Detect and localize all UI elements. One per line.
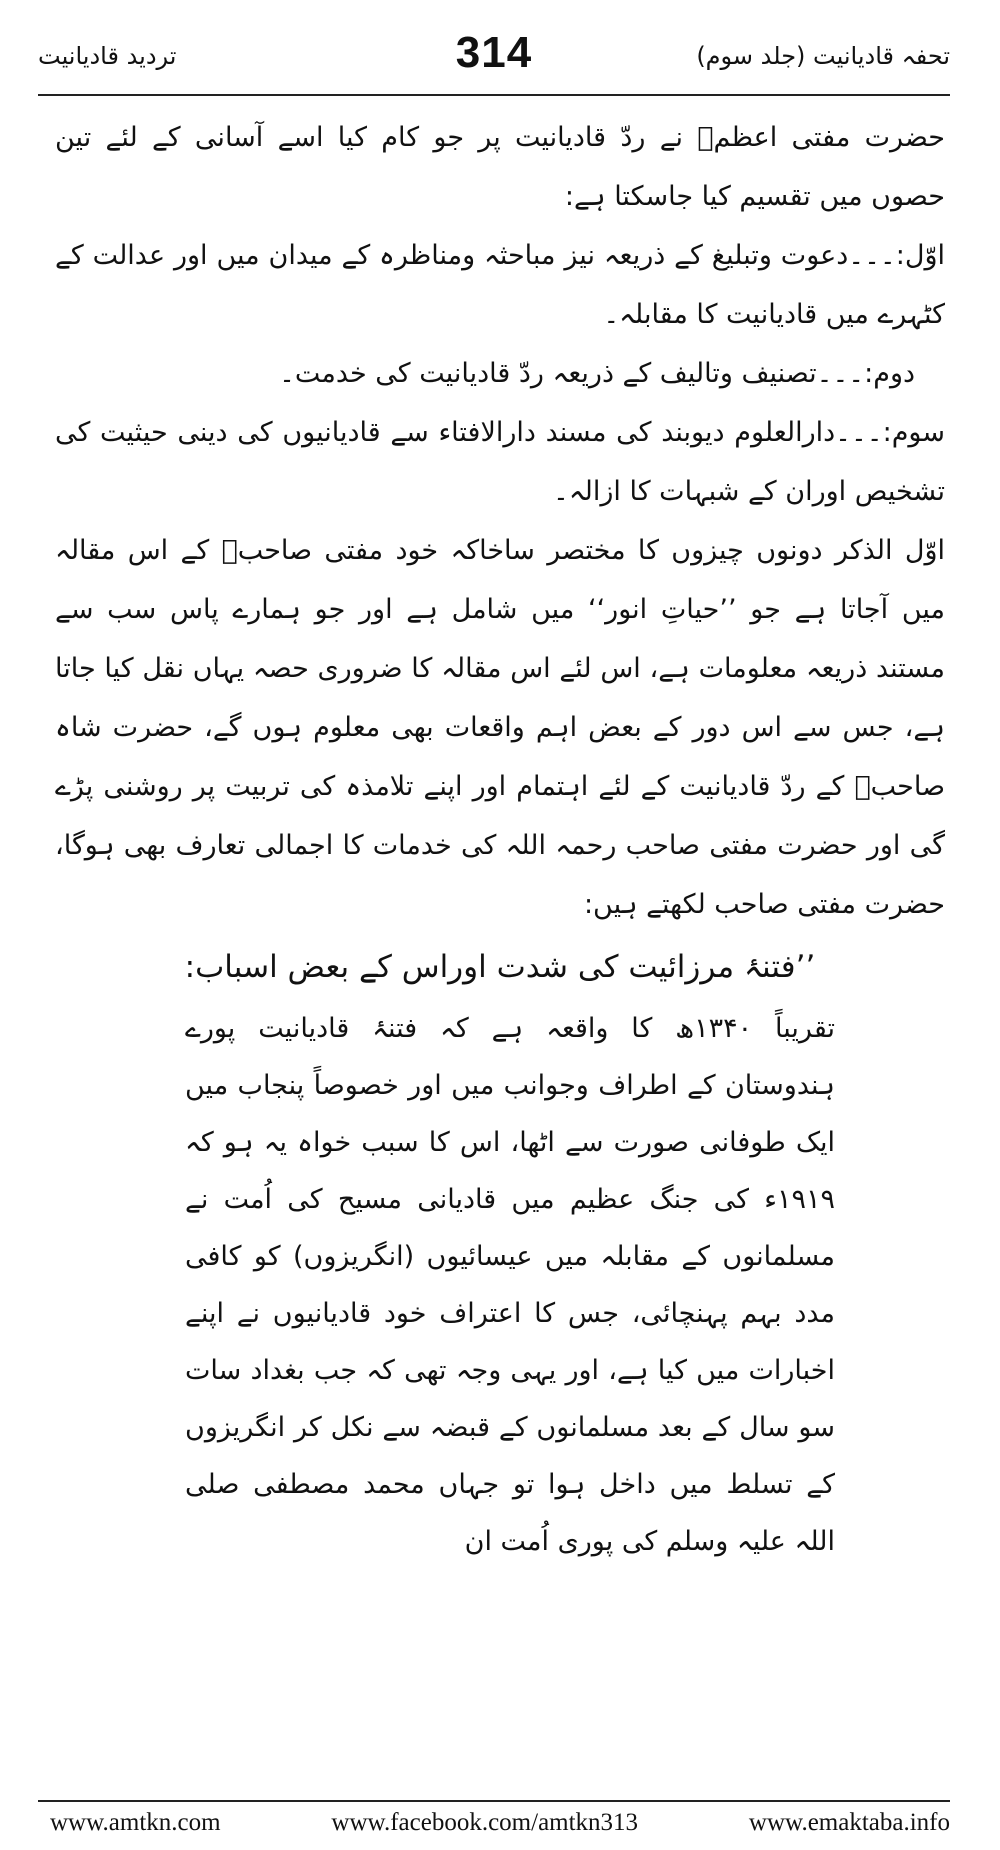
- page-footer: [50, 1806, 950, 1840]
- footer-link-facebook[interactable]: www.facebook.com/amtkn313: [331, 1809, 639, 1836]
- quote-heading: ’’فتنۂ مرزائیت کی شدت اوراس کے بعض اسباب:: [184, 949, 816, 985]
- paragraph-third-point: سوم:۔۔۔دارالعلوم دیوبند کی مسند دارالافتاء سے قادیانیوں کی دینی حیثیت کی تشخیص اوران کے شبہات کا ازالہ۔: [55, 417, 945, 507]
- header-divider: [38, 94, 950, 96]
- page-header: [38, 22, 950, 92]
- paragraph-main: اوّل الذکر دونوں چیزوں کا مختصر ساخاکہ خود مفتی صاحبؒ کے اس مقالہ میں آجاتا ہے جو ’’حیاتِ انور‘‘ میں شامل ہے اور جو ہمارے پاس سب سے مستند ذریعہ معلومات ہے، اس لئے اس مقالہ کا ضروری حصہ یہاں نقل کیا جاتا ہے، جس سے اس دور کے بعض اہم واقعات بھی معلوم ہوں گے، حضرت شاہ صاحبؒ کے ردّ قادیانیت کے لئے اہتمام اور اپنے تلامذہ کی تربیت پر روشنی پڑے گی اور حضرت مفتی صاحب رحمہ اللہ کی خدمات کا اجمالی تعارف بھی ہوگا، حضرت مفتی صاحب لکھتے ہیں:: [55, 535, 945, 920]
- footer-link-amtkn[interactable]: www.amtkn.com: [50, 1809, 221, 1836]
- paragraph-first-point: اوّل:۔۔۔دعوت وتبلیغ کے ذریعہ نیز مباحثہ ومناظرہ کے میدان میں اور عدالت کے کٹہرے میں قادیانیت کا مقابلہ۔: [55, 240, 945, 330]
- quoted-passage: تقریباً ۱۳۴۰ھ کا واقعہ ہے کہ فتنۂ قادیانیت پورے ہندوستان کے اطراف وجوانب میں اور خصوصاً پنجاب میں ایک طوفانی صورت سے اٹھا، اس کا سبب خواہ یہ ہو کہ ۱۹۱۹ء کی جنگ عظیم میں قادیانی مسیح کی اُمت نے مسلمانوں کے مقابلہ میں عیسائیوں (انگریزوں) کو کافی مدد بہم پہنچائی، جس کا اعتراف خود قادیانیوں نے اپنے اخبارات میں کیا ہے، اور یہی وجہ تھی کہ جب بغداد سات سو سال کے بعد مسلمانوں کے قبضہ سے نکل کر انگریزوں کے تسلط میں داخل ہوا تو جہاں محمد مصطفی صلی اللہ علیہ وسلم کی پوری اُمت ان: [185, 1013, 835, 1557]
- page-number: 314: [455, 28, 533, 77]
- page-body: [55, 108, 945, 1570]
- section-title: تردید قادیانیت: [38, 42, 177, 70]
- book-title: تحفہ قادیانیت (جلد سوم): [696, 42, 950, 70]
- footer-link-emaktaba[interactable]: www.emaktaba.info: [748, 1809, 950, 1836]
- footer-divider: [38, 1800, 950, 1802]
- paragraph-intro: حضرت مفتی اعظمؒ نے ردّ قادیانیت پر جو کام کیا اسے آسانی کے لئے تین حصوں میں تقسیم کیا جاسکتا ہے:: [55, 122, 945, 212]
- paragraph-second-point: دوم:۔۔۔تصنیف وتالیف کے ذریعہ ردّ قادیانیت کی خدمت۔: [279, 358, 915, 389]
